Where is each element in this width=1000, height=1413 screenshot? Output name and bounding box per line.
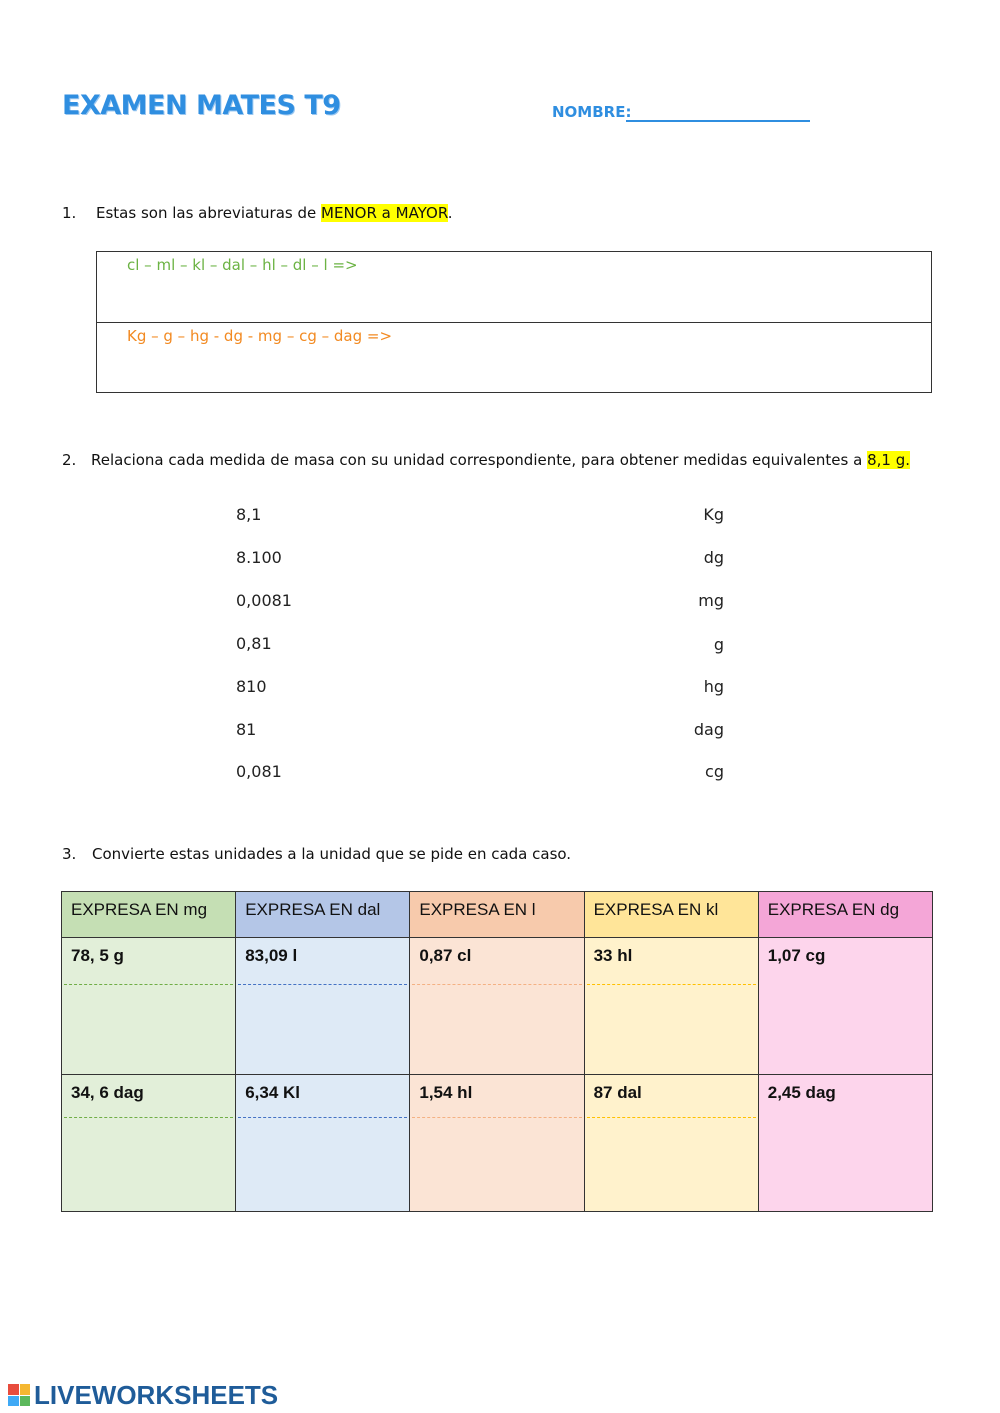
cell-value: 87 dal: [593, 1083, 642, 1102]
question-3: [62, 845, 571, 863]
question-number: 3.: [62, 845, 77, 863]
cell-value: 1,54 hl: [419, 1083, 473, 1102]
answer-line[interactable]: [587, 1117, 756, 1118]
table-cell[interactable]: [236, 1075, 410, 1212]
cell-value: 78, 5 g: [71, 946, 124, 965]
question-1: [62, 204, 453, 222]
table-header-row: [62, 892, 933, 938]
name-label: NOMBRE:: [552, 103, 632, 121]
cell-value: 1,07 cg: [767, 946, 826, 965]
match-value[interactable]: 0,81: [236, 634, 272, 653]
column-header: EXPRESA EN l: [410, 892, 584, 938]
table-cell[interactable]: [758, 938, 932, 1075]
answer-line[interactable]: [412, 1117, 581, 1118]
answer-line[interactable]: [412, 984, 581, 985]
liters-abbreviations: cl – ml – kl – dal – hl – dl – l =>: [127, 256, 358, 274]
name-field-line[interactable]: [626, 120, 810, 122]
answer-line[interactable]: [587, 984, 756, 985]
table-row: [62, 1075, 933, 1212]
match-value[interactable]: 8.100: [236, 548, 282, 567]
column-header: EXPRESA EN dal: [236, 892, 410, 938]
match-value[interactable]: 81: [236, 720, 257, 739]
match-value[interactable]: 8,1: [236, 505, 262, 524]
table-cell[interactable]: [584, 1075, 758, 1212]
answer-line[interactable]: [64, 1117, 233, 1118]
brand-name: LIVEWORKSHEETS: [34, 1380, 279, 1410]
match-value[interactable]: 810: [236, 677, 267, 696]
answer-line[interactable]: [238, 984, 407, 985]
cell-value: 34, 6 dag: [71, 1083, 144, 1102]
liveworksheets-logo-icon: [8, 1384, 30, 1406]
question-text: Estas son las abreviaturas de: [96, 204, 322, 222]
match-unit[interactable]: cg: [705, 762, 724, 781]
column-header: EXPRESA EN mg: [62, 892, 236, 938]
table-cell[interactable]: [758, 1075, 932, 1212]
table-cell[interactable]: [410, 1075, 584, 1212]
table-cell[interactable]: [410, 938, 584, 1075]
highlighted-text: MENOR a MAYOR: [321, 204, 448, 222]
question-text: Relaciona cada medida de masa con su unidad correspondiente, para obtener medidas equivalentes a: [91, 451, 868, 469]
match-unit[interactable]: hg: [703, 677, 724, 696]
column-header: EXPRESA EN dg: [758, 892, 932, 938]
table-row: [62, 938, 933, 1075]
match-unit[interactable]: dag: [693, 720, 724, 739]
cell-value: 6,34 Kl: [245, 1083, 300, 1102]
question-2: [62, 451, 910, 469]
abbreviations-divider: [96, 322, 932, 323]
table-cell[interactable]: [584, 938, 758, 1075]
conversion-table: [61, 891, 933, 1212]
match-unit[interactable]: Kg: [703, 505, 724, 524]
cell-value: 0,87 cl: [419, 946, 472, 965]
cell-value: 83,09 l: [245, 946, 298, 965]
grams-abbreviations: Kg – g – hg - dg - mg – cg – dag =>: [127, 327, 393, 345]
answer-line[interactable]: [238, 1117, 407, 1118]
match-unit[interactable]: mg: [698, 591, 724, 610]
match-value[interactable]: 0,0081: [236, 591, 292, 610]
question-text-end: .: [447, 204, 453, 222]
cell-value: 33 hl: [593, 946, 633, 965]
question-text: Convierte estas unidades a la unidad que se pide en cada caso.: [92, 845, 572, 863]
table-cell[interactable]: [62, 1075, 236, 1212]
table-cell[interactable]: [236, 938, 410, 1075]
question-number: 1.: [62, 204, 77, 222]
highlighted-text: 8,1 g.: [867, 451, 910, 469]
page-title: EXAMEN MATES T9: [62, 90, 341, 121]
match-unit[interactable]: dg: [703, 548, 724, 567]
match-value[interactable]: 0,081: [236, 762, 282, 781]
column-header: EXPRESA EN kl: [584, 892, 758, 938]
match-unit[interactable]: g: [713, 635, 724, 654]
question-number: 2.: [62, 451, 77, 469]
answer-line[interactable]: [64, 984, 233, 985]
table-cell[interactable]: [62, 938, 236, 1075]
cell-value: 2,45 dag: [767, 1083, 836, 1102]
